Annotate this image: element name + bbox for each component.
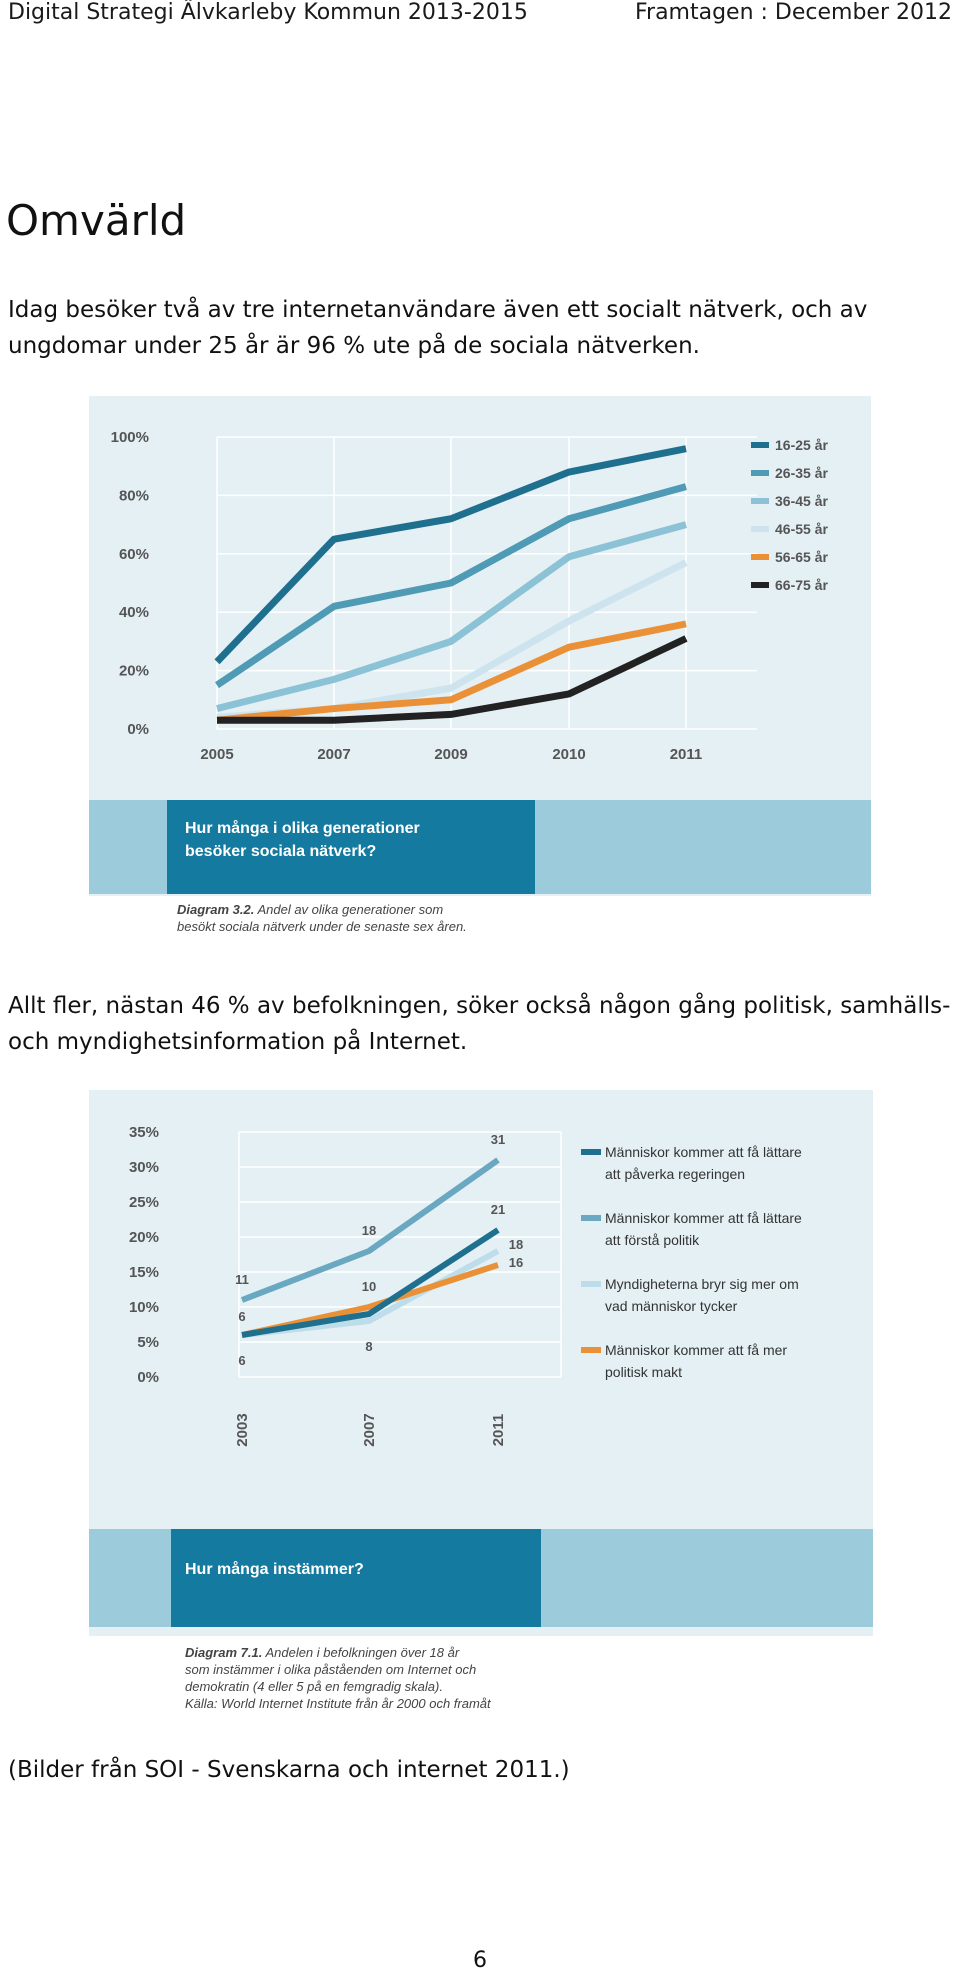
data-label: 6 <box>238 1353 246 1368</box>
x-tick-label: 2011 <box>490 1413 507 1447</box>
section-title: Omvärld <box>6 196 187 245</box>
figure-caption: Diagram 3.2. Andel av olika generationer som besökt sociala nätverk under de senaste sex åren. <box>177 902 467 934</box>
intro-paragraph <box>8 292 908 364</box>
social-networks-chart <box>89 396 871 948</box>
y-tick-label: 30% <box>128 1159 159 1176</box>
legend-label: 46-55 år <box>775 521 828 537</box>
y-tick-label: 0% <box>127 721 149 738</box>
y-tick-label: 80% <box>118 487 149 505</box>
data-label: 8 <box>365 1339 373 1354</box>
y-tick-label: 100% <box>110 429 149 446</box>
y-tick-label: 25% <box>128 1194 159 1211</box>
democracy-chart <box>89 1090 873 1716</box>
legend-label: Myndigheterna bryr sig mer om vad människor tycker <box>605 1276 799 1314</box>
legend-label: Människor kommer att få mer politisk makt <box>605 1342 788 1380</box>
source-note: (Bilder från SOI - Svenskarna och internet 2011.) <box>8 1757 570 1783</box>
politics-line-2: och myndighetsinformation på Internet. <box>8 1029 468 1055</box>
y-tick-label: 20% <box>128 1229 159 1246</box>
y-tick-label: 15% <box>128 1264 159 1281</box>
legend-label: 16-25 år <box>775 437 828 453</box>
x-tick-label: 2005 <box>200 746 234 763</box>
y-tick-label: 35% <box>128 1124 159 1141</box>
data-label: 18 <box>361 1223 377 1238</box>
legend-label: 26-35 år <box>775 465 828 481</box>
data-label: 10 <box>361 1279 377 1294</box>
y-tick-label: 0% <box>137 1369 159 1386</box>
legend-label: Människor kommer att få lättare att förstå politik <box>605 1210 802 1248</box>
x-tick-label: 2011 <box>669 746 703 763</box>
intro-line-2: ungdomar under 25 år är 96 % ute på de sociala nätverken. <box>8 333 700 359</box>
legend-label: 56-65 år <box>775 549 828 565</box>
data-label: 18 <box>508 1237 524 1252</box>
data-label: 31 <box>490 1132 506 1147</box>
x-tick-label: 2007 <box>317 746 351 763</box>
legend-label: 36-45 år <box>775 493 828 509</box>
y-tick-label: 10% <box>128 1299 159 1316</box>
x-tick-label: 2009 <box>434 746 468 763</box>
politics-paragraph <box>8 988 953 1060</box>
figure-caption: Diagram 7.1. Andelen i befolkningen över 18 år som instämmer i olika påståenden om Internet och demokratin (4 eller 5 på en femgradig skala). Källa: World Internet Institute från år 2000 och framåt <box>185 1645 491 1711</box>
banner-title: Hur många instämmer? <box>185 1561 364 1578</box>
data-label: 16 <box>508 1255 524 1270</box>
document-header-title: Digital Strategi Älvkarleby Kommun 2013-2015 <box>8 0 528 25</box>
x-tick-label: 2007 <box>361 1413 378 1447</box>
legend-label: 66-75 år <box>775 577 828 593</box>
data-label: 11 <box>235 1272 249 1287</box>
legend-label: Människor kommer att få lättare att påverka regeringen <box>605 1144 802 1182</box>
banner-title: Hur många i olika generationer besöker sociala nätverk? <box>185 820 420 860</box>
politics-line-1: Allt fler, nästan 46 % av befolkningen, söker också någon gång politisk, samhälls- <box>8 993 951 1019</box>
y-tick-label: 20% <box>118 662 149 680</box>
x-tick-label: 2003 <box>234 1413 251 1447</box>
page-number: 6 <box>473 1948 487 1973</box>
intro-line-1: Idag besöker två av tre internetanvändare även ett socialt nätverk, och av <box>8 297 868 323</box>
data-label: 6 <box>238 1309 246 1324</box>
document-header-date: Framtagen : December 2012 <box>634 0 952 25</box>
y-tick-label: 5% <box>137 1334 159 1351</box>
data-label: 21 <box>490 1202 506 1217</box>
y-tick-label: 40% <box>118 604 149 622</box>
social-networks-figure <box>89 396 871 948</box>
banner-box <box>171 1529 541 1627</box>
y-tick-label: 60% <box>118 545 149 563</box>
democracy-figure <box>89 1090 873 1716</box>
x-tick-label: 2010 <box>552 746 586 763</box>
